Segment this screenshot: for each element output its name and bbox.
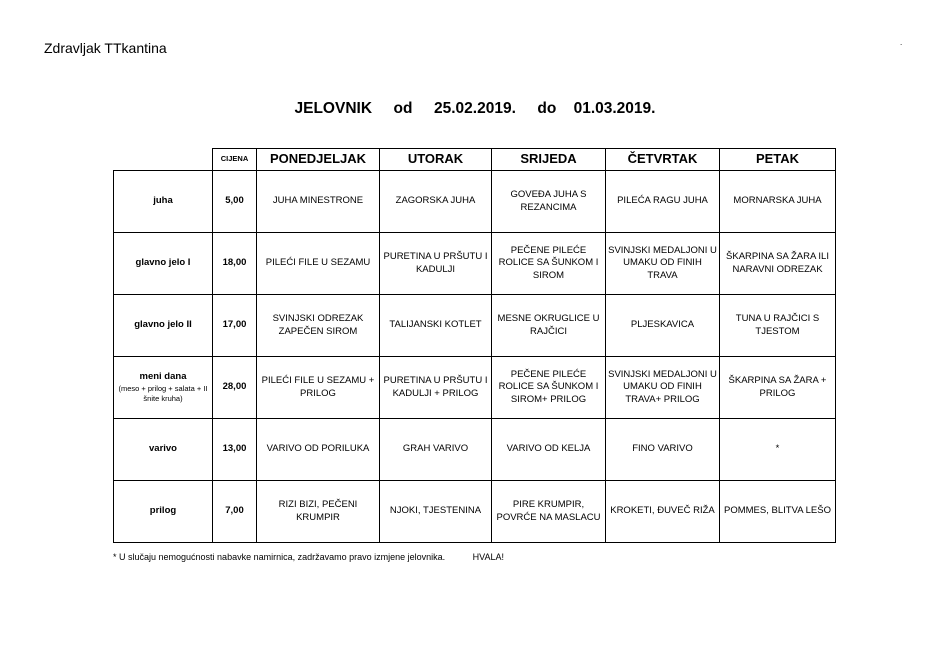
- dish-cell-monday: PILEĆI FILE U SEZAMU + PRILOG: [257, 357, 380, 419]
- dish-cell-friday: MORNARSKA JUHA: [720, 171, 836, 233]
- table-row: [114, 419, 836, 481]
- day-header-monday: PONEDJELJAK: [257, 149, 380, 171]
- table-row: [114, 171, 836, 233]
- dish-cell-wednesday: PEČENE PILEĆE ROLICE SA ŠUNKOM I SIROM+ PRILOG: [492, 357, 606, 419]
- brand-name: Zdravljak TTkantina: [44, 40, 167, 56]
- day-header-wednesday: SRIJEDA: [492, 149, 606, 171]
- dish-cell-wednesday: PEČENE PILEĆE ROLICE SA ŠUNKOM I SIROM: [492, 233, 606, 295]
- meal-category-note: (meso + prilog + salata + II šnite kruha): [118, 383, 208, 403]
- dish-cell-monday: RIZI BIZI, PEČENI KRUMPIR: [257, 481, 380, 543]
- dish-cell-tuesday: ZAGORSKA JUHA: [380, 171, 492, 233]
- meal-price: 7,00: [213, 481, 257, 543]
- table-row: [114, 481, 836, 543]
- footnote: * U slučaju nemogućnosti nabavke namirnica, zadržavamo pravo izmjene jelovnika. HVALA!: [113, 552, 505, 562]
- corner-cell: [114, 149, 213, 171]
- dish-cell-tuesday: TALIJANSKI KOTLET: [380, 295, 492, 357]
- day-header-tuesday: UTORAK: [380, 149, 492, 171]
- dish-cell-thursday: PILEĆA RAGU JUHA: [606, 171, 720, 233]
- dish-cell-thursday: SVINJSKI MEDALJONI U UMAKU OD FINIH TRAVA: [606, 233, 720, 295]
- menu-title: JELOVNIK od 25.02.2019. do 01.03.2019.: [294, 100, 656, 117]
- meal-price: 28,00: [213, 357, 257, 419]
- table-row: [114, 233, 836, 295]
- meal-category-label: glavno jelo II: [134, 319, 192, 331]
- dish-cell-thursday: FINO VARIVO: [606, 419, 720, 481]
- dish-cell-monday: VARIVO OD PORILUKA: [257, 419, 380, 481]
- meal-category-label: glavno jelo I: [135, 257, 191, 269]
- meal-category: [114, 481, 213, 543]
- dish-cell-friday: *: [720, 419, 836, 481]
- day-header-friday: PETAK: [720, 149, 836, 171]
- dish-cell-monday: JUHA MINESTRONE: [257, 171, 380, 233]
- dish-cell-tuesday: PURETINA U PRŠUTU I KADULJI + PRILOG: [380, 357, 492, 419]
- meal-category-label: meni dana: [139, 371, 187, 383]
- meal-price: 5,00: [213, 171, 257, 233]
- dish-cell-friday: ŠKARPINA SA ŽARA ILI NARAVNI ODREZAK: [720, 233, 836, 295]
- dish-cell-wednesday: PIRE KRUMPIR, POVRĆE NA MASLACU: [492, 481, 606, 543]
- table-row: [114, 295, 836, 357]
- meal-category-label: juha: [153, 195, 173, 207]
- dish-cell-monday: PILEĆI FILE U SEZAMU: [257, 233, 380, 295]
- dish-cell-tuesday: GRAH VARIVO: [380, 419, 492, 481]
- meal-category-label: varivo: [149, 443, 177, 455]
- meal-category: [114, 357, 213, 419]
- dish-cell-wednesday: GOVEĐA JUHA S REZANCIMA: [492, 171, 606, 233]
- meal-category-label: prilog: [149, 505, 177, 517]
- dish-cell-thursday: KROKETI, ĐUVEČ RIŽA: [606, 481, 720, 543]
- meal-category: [114, 233, 213, 295]
- meal-price: 18,00: [213, 233, 257, 295]
- dish-cell-monday: SVINJSKI ODREZAK ZAPEČEN SIROM: [257, 295, 380, 357]
- dish-cell-wednesday: MESNE OKRUGLICE U RAJČICI: [492, 295, 606, 357]
- dish-cell-friday: ŠKARPINA SA ŽARA + PRILOG: [720, 357, 836, 419]
- dish-cell-tuesday: NJOKI, TJESTENINA: [380, 481, 492, 543]
- header-row: [114, 149, 836, 171]
- dish-cell-thursday: SVINJSKI MEDALJONI U UMAKU OD FINIH TRAVA+ PRILOG: [606, 357, 720, 419]
- weekly-menu-table: [113, 148, 836, 543]
- dish-cell-friday: TUNA U RAJČICI S TJESTOM: [720, 295, 836, 357]
- meal-price: 13,00: [213, 419, 257, 481]
- table-row: [114, 357, 836, 419]
- dish-cell-tuesday: PURETINA U PRŠUTU I KADULJI: [380, 233, 492, 295]
- meal-category: [114, 295, 213, 357]
- price-column-header: CIJENA: [213, 149, 257, 171]
- dish-cell-wednesday: VARIVO OD KELJA: [492, 419, 606, 481]
- meal-category: [114, 419, 213, 481]
- meal-price: 17,00: [213, 295, 257, 357]
- dish-cell-friday: POMMES, BLITVA LEŠO: [720, 481, 836, 543]
- dish-cell-thursday: PLJESKAVICA: [606, 295, 720, 357]
- day-header-thursday: ČETVRTAK: [606, 149, 720, 171]
- corner-dot: .: [900, 38, 903, 47]
- meal-category: [114, 171, 213, 233]
